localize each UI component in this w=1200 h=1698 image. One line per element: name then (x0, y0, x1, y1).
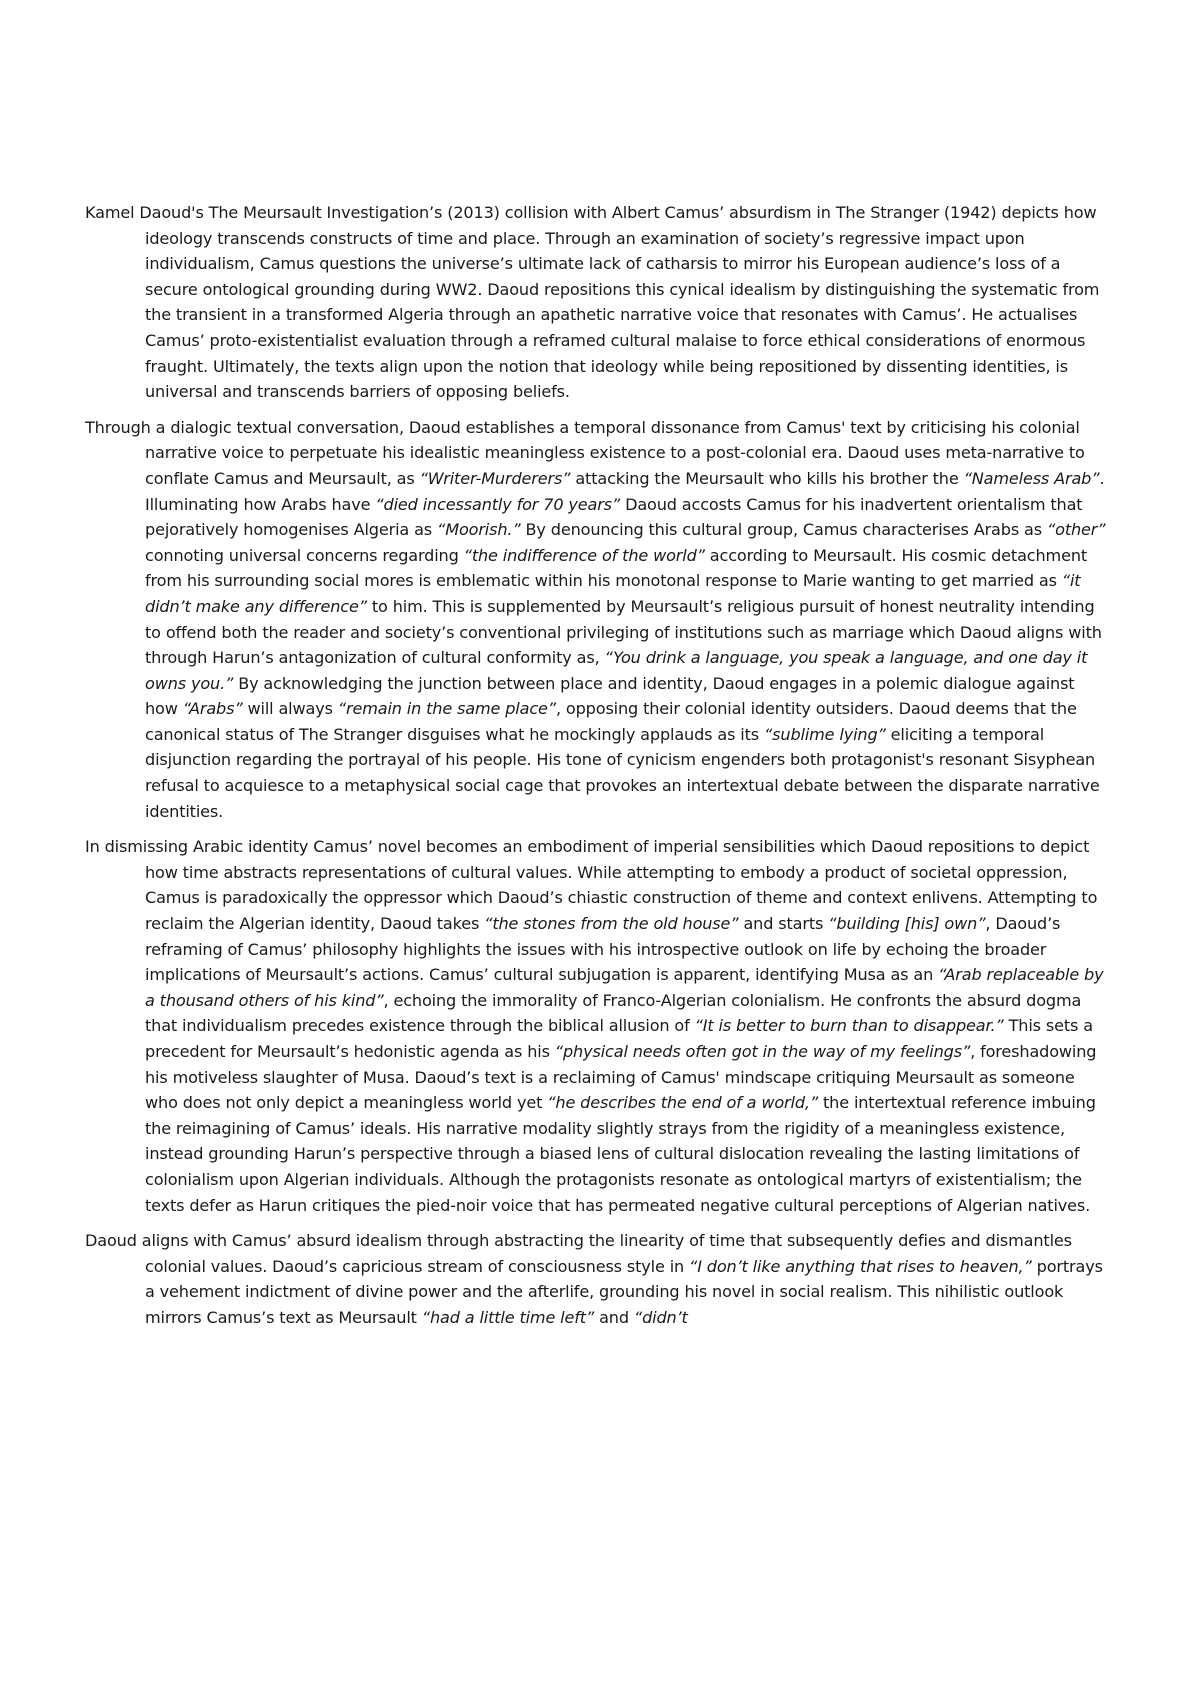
quotation-text: “the indifference of the world” (463, 545, 705, 565)
quotation-text: “Writer-Murderers” (419, 468, 571, 488)
body-text-run: By denouncing this cultural group, Camus characterises Arabs as (520, 520, 1047, 540)
body-text-run: connoting universal concerns regarding (145, 545, 464, 565)
document-body (85, 200, 1107, 1341)
body-text-run: , foreshadowing his motiveless slaughter of Musa. Daoud’s text is a reclaiming of Camus' mindscape critiquing Meursault as someone who does not only depict a meaningless world yet (145, 1042, 1097, 1113)
paragraph-body-2 (85, 834, 1107, 1218)
quotation-text: “Moorish.” (437, 520, 521, 540)
quotation-text: “Arabs” (182, 699, 243, 719)
quotation-text: “physical needs often got in the way of my feelings” (554, 1042, 971, 1061)
body-text-run: Kamel Daoud's The Meursault Investigation’s (2013) collision with Albert Camus’ absurdism in The Stranger (1942) depicts how ideology transcends constructs of time and place. Through an examination of society’s regressive impact upon individualism, Camus questions the universe’s ultimate lack of catharsis to mirror his European audience’s loss of a secure ontological grounding during WW2. Daoud repositions this cynical idealism by distinguishing the systematic from the transient in a transformed Algeria through an apathetic narrative voice that resonates with Camus’. He actualises Camus’ proto-existentialist evaluation through a reframed cultural malaise to force ethical considerations of enormous fraught. Ultimately, the texts align upon the notion that ideology while being repositioned by dissenting identities, is universal and transcends barriers of opposing beliefs. (85, 203, 1100, 402)
body-text-run: Daoud aligns with Camus’ absurd idealism through abstracting the linearity of time that subsequently defies and dismantles colonial values. Daoud’s capricious stream of consciousness style in (85, 1231, 1072, 1276)
body-text-run: eliciting a temporal disjunction regarding the portrayal of his people. His tone of cynicism engenders both protagonist's resonant Sisyphean refusal to acquiesce to a metaphysical social cage that provokes an intertextual debate between the disparate narrative identities. (145, 724, 1100, 821)
body-text-run: By acknowledging the junction between place and identity, Daoud engages in a polemic dialogue against how (145, 673, 1075, 719)
body-text-run: according to Meursault. His cosmic detachment from his surrounding social mores is emblematic within his monotonal response to Marie wanting to get married as (145, 545, 1088, 591)
body-text-run: and starts (738, 914, 829, 934)
quotation-text: “didn’t (633, 1307, 688, 1327)
body-text-run: Daoud accosts Camus for his inadvertent orientalism that pejoratively homogenises Algeria as (145, 494, 1083, 540)
quotation-text: “I don’t like anything that rises to heaven,” (689, 1256, 1032, 1276)
quotation-text: “he describes the end of a world,” (547, 1093, 819, 1113)
quotation-text: “building [his] own” (828, 914, 986, 934)
body-text-run: This sets a precedent for Meursault’s hedonistic agenda as his (145, 1016, 1093, 1061)
body-text-run: to him. This is supplemented by Meursault’s religious pursuit of honest neutrality intending to offend both the reader and society’s conventional privileging of institutions such as marriage which Daoud aligns with through Harun’s antagonization of cultural conformity as, (145, 596, 1102, 668)
body-text-run: , opposing their colonial identity outsiders. Daoud deems that the canonical status of The Stranger disguises what he mockingly applauds as its (145, 699, 1077, 744)
quotation-text: “Arab replaceable by a thousand others of his kind” (145, 965, 1104, 1010)
body-text-run: , echoing the immorality of Franco-Algerian colonialism. He confronts the absurd dogma that individualism precedes existence through the biblical allusion of (145, 990, 1082, 1036)
body-text-run: the intertextual reference imbuing the reimagining of Camus’ ideals. His narrative modality slightly strays from the rigidity of a meaningless existence, instead grounding Harun’s perspective through a biased lens of cultural dislocation revealing the lasting limitations of colonialism upon Algerian individuals. Although the protagonists resonate as ontological martyrs of existentialism; the texts defer as Harun critiques the pied-noir voice that has permeated negative cultural perceptions of Algerian natives. (145, 1093, 1096, 1215)
quotation-text: “the stones from the old house” (484, 914, 739, 934)
quotation-text: “It is better to burn than to disappear.” (694, 1016, 1004, 1036)
quotation-text: “sublime lying” (763, 724, 886, 744)
quotation-text: “remain in the same place” (337, 699, 556, 719)
paragraph-body-3 (85, 1228, 1107, 1330)
body-text-run: , Daoud’s reframing of Camus’ philosophy highlights the issues with his introspective outlook on life by echoing the broader implications of Meursault’s actions. Camus’ cultural subjugation is apparent, identifying Musa as an (145, 914, 1061, 985)
quotation-text: “Nameless Arab” (963, 468, 1100, 488)
body-text-run: and (594, 1307, 634, 1327)
body-text-run: In dismissing Arabic identity Camus’ novel becomes an embodiment of imperial sensibilities which Daoud repositions to depict how time abstracts representations of cultural values. While attempting to embody a product of societal oppression, Camus is paradoxically the oppressor which Daoud’s chiastic construction of theme and context enlivens. Attempting to reclaim the Algerian identity, Daoud takes (85, 837, 1098, 934)
quotation-text: “other” (1046, 520, 1106, 540)
paragraph-introduction (85, 200, 1107, 405)
body-text-run: Through a dialogic textual conversation, Daoud establishes a temporal dissonance from Camus' text by criticising his colonial narrative voice to perpetuate his idealistic meaningless existence to a post-colonial era. Daoud uses meta-narrative to conflate Camus and Meursault, as (85, 417, 1085, 488)
quotation-text: “had a little time left” (421, 1307, 595, 1327)
body-text-run: . Illuminating how Arabs have (145, 468, 1105, 514)
quotation-text: “it didn’t make any difference” (145, 571, 1081, 616)
body-text-run: will always (242, 699, 338, 719)
body-text-run: portrays a vehement indictment of divine power and the afterlife, grounding his novel in social realism. This nihilistic outlook mirrors Camus’s text as Meursault (145, 1256, 1103, 1327)
quotation-text: “died incessantly for 70 years” (375, 494, 621, 514)
body-text-run: attacking the Meursault who kills his brother the (570, 468, 964, 488)
paragraph-body-1 (85, 415, 1107, 825)
quotation-text: “You drink a language, you speak a language, and one day it owns you.” (145, 648, 1088, 693)
